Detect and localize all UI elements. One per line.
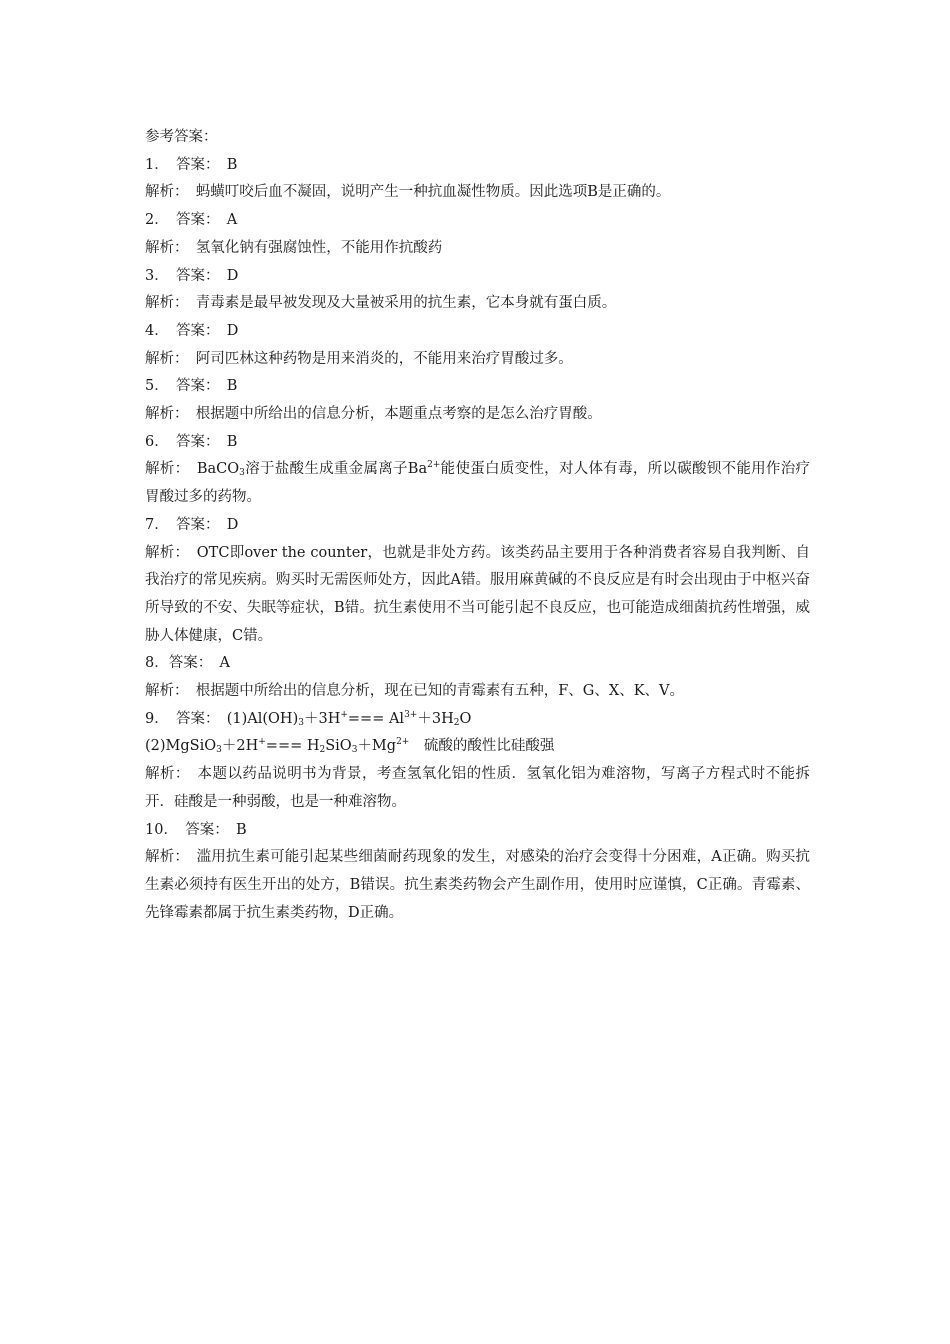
analysis-10: 解析： 滥用抗生素可能引起某些细菌耐药现象的发生，对感染的治疗会变得十分困难，A正确。购买抗生素必须持有医生开出的处方，B错误。抗生素类药物会产生副作用，使用时应谨慎，C正确。青霉素、先锋霉素都属于抗生素类药物，D正确。 xyxy=(145,849,810,921)
answer-8: 8．答案： A xyxy=(145,655,230,672)
analysis-6-prefix: 解析： BaCO xyxy=(145,461,240,478)
analysis-4: 解析： 阿司匹林这种药物是用来消炎的，不能用来治疗胃酸过多。 xyxy=(145,350,573,367)
analysis-6-mid: 溶于盐酸生成重金属离子Ba xyxy=(244,461,428,478)
answer-6: 6． 答案： B xyxy=(145,433,238,450)
analysis-6-rest: 能使蛋白质变性，对人体有毒，所以碳酸钡不能用作治疗胃酸过多的药物。 xyxy=(145,461,810,506)
analysis-6 xyxy=(145,456,810,511)
analysis-3: 解析： 青毒素是最早被发现及大量被采用的抗生素，它本身就有蛋白质。 xyxy=(145,295,617,312)
equation-2 xyxy=(145,733,810,761)
answer-4: 4． 答案： D xyxy=(145,322,239,339)
subscript: 2 xyxy=(453,717,460,728)
answer-5: 5． 答案： B xyxy=(145,378,238,395)
analysis-7: 解析： OTC即over the counter，也就是非处方药。该类药品主要用于各种消费者容易自我判断、自我治疗的常见疾病。购买时无需医师处方，因此A错。服用麻黄碱的不良反应是有时会出现由于中枢兴奋所导致的不安、失眠等症状，B错。抗生素使用不当可能引起不良反应，也可能造成细菌抗药性增强，威胁人体健康，C错。 xyxy=(145,544,810,644)
superscript: + xyxy=(258,737,266,748)
equation-part: ＋2H xyxy=(221,738,259,755)
superscript: 2+ xyxy=(427,460,441,471)
superscript: + xyxy=(340,709,348,720)
subscript: 3 xyxy=(298,717,304,728)
subscript: 3 xyxy=(239,468,245,479)
analysis-8: 解析： 根据题中所给出的信息分析，现在已知的青霉素有五种，F、G、X、K、V。 xyxy=(145,683,685,700)
subscript: 2 xyxy=(319,745,326,756)
answer-2: 2． 答案： A xyxy=(145,212,238,229)
equation-part: (1)Al(OH) xyxy=(226,710,299,727)
analysis-5: 解析： 根据题中所给出的信息分析，本题重点考察的是怎么治疗胃酸。 xyxy=(145,406,602,423)
answer-7: 7． 答案： D xyxy=(145,516,239,533)
equation-note: 硫酸的酸性比硅酸强 xyxy=(409,738,555,755)
equation-part: SiO xyxy=(325,738,352,755)
analysis-2: 解析： 氢氧化钠有强腐蚀性，不能用作抗酸药 xyxy=(145,239,443,256)
superscript: 2+ xyxy=(396,737,410,748)
answer-10: 10． 答案： B xyxy=(145,821,247,838)
superscript: 3+ xyxy=(404,709,418,720)
answer-section xyxy=(145,124,810,927)
equation-part: ＋3H xyxy=(303,710,341,727)
analysis-9: 解析： 本题以药品说明书为背景，考查氢氧化铝的性质．氢氧化铝为难溶物，写离子方程式时不能拆开．硅酸是一种弱酸，也是一种难溶物。 xyxy=(145,766,810,810)
equation-part: O xyxy=(459,710,472,727)
answer-9-label: 9． 答案： xyxy=(145,710,227,727)
section-heading: 参考答案： xyxy=(145,129,218,145)
equation-part: === Al xyxy=(347,710,405,727)
equation-1 xyxy=(227,711,472,727)
answer-3: 3． 答案： D xyxy=(145,267,239,284)
answer-1: 1． 答案： B xyxy=(145,156,238,173)
subscript: 3 xyxy=(216,745,222,756)
equation-part: ＋Mg xyxy=(357,738,397,755)
equation-part: ＋3H xyxy=(417,710,454,727)
analysis-1: 解析： 蚂蟥叮咬后血不凝固，说明产生一种抗血凝性物质。因此选项B是正确的。 xyxy=(145,184,671,201)
answer-9 xyxy=(145,706,810,734)
equation-part: === H xyxy=(265,738,320,755)
subscript: 3 xyxy=(351,745,358,756)
equation-part: (2)MgSiO xyxy=(145,738,217,755)
